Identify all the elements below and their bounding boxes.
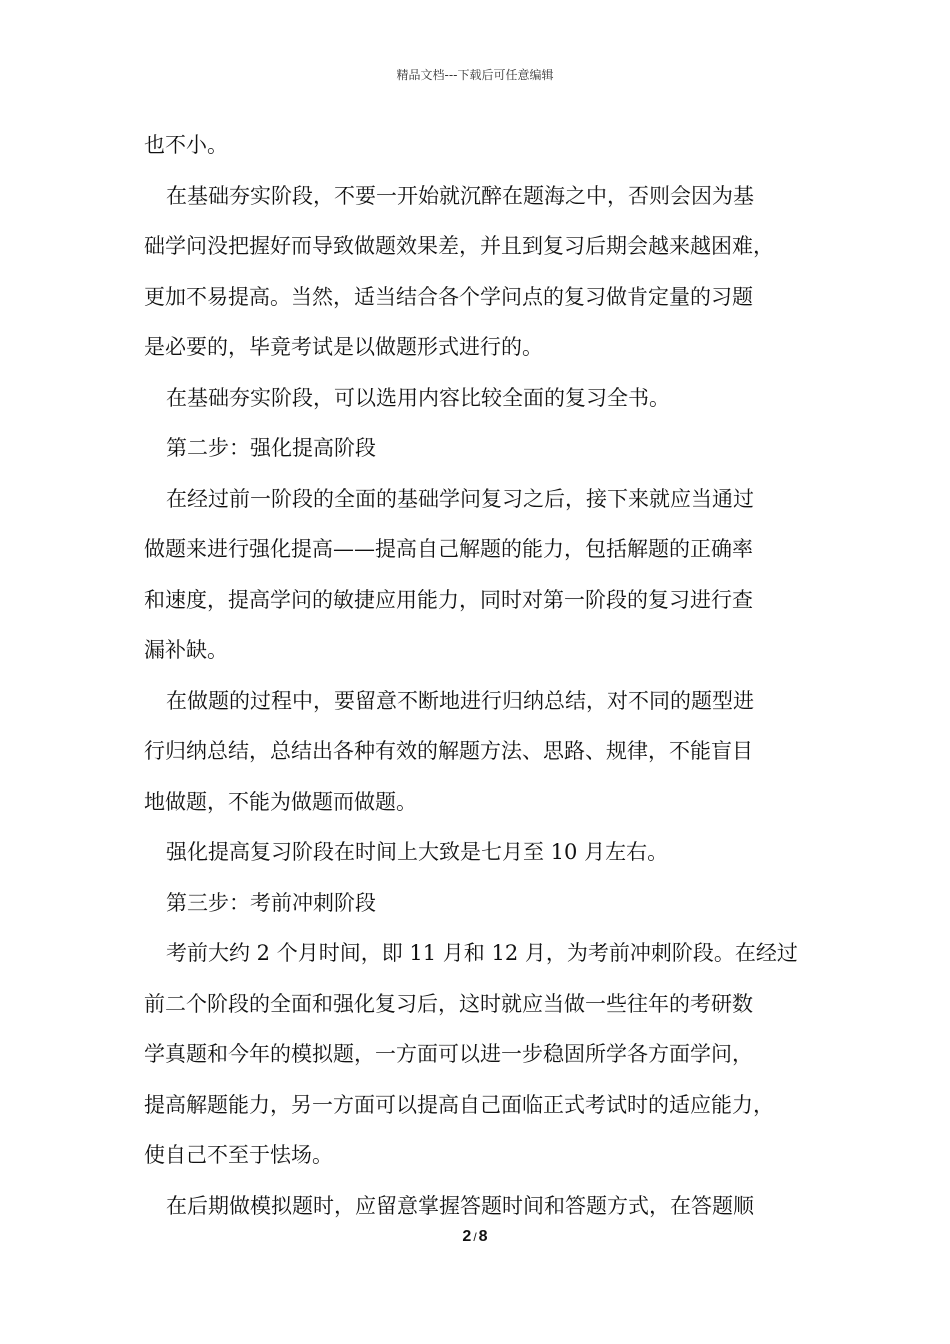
section-heading: 第二步：强化提高阶段: [166, 436, 376, 460]
paragraph-line: 使自己不至于怯场。: [144, 1143, 333, 1167]
paragraph-line: 地做题，不能为做题而做题。: [144, 789, 417, 814]
total-pages-number: 8: [478, 1228, 488, 1245]
paragraph-line: 做题来进行强化提高——提高自己解题的能力，包括解题的正确率: [144, 537, 753, 561]
paragraph-line: 在基础夯实阶段，不要一开始就沉醉在题海之中，否则会因为基: [166, 183, 754, 208]
paragraph-line: 行归纳总结，总结出各种有效的解题方法、思路、规律，不能盲目: [144, 739, 753, 763]
paragraph-line: 础学问没把握好而导致做题效果差，并且到复习后期会越来越困难，: [144, 234, 774, 258]
document-body: [144, 125, 824, 1236]
paragraph-line: 是必要的，毕竟考试是以做题形式进行的。: [144, 335, 543, 359]
paragraph-line: 更加不易提高。当然，适当结合各个学问点的复习做肯定量的习题: [144, 284, 753, 309]
paragraph-line: 提高解题能力，另一方面可以提高自己面临正式考试时的适应能力，: [144, 1092, 774, 1117]
paragraph-line: 也不小。: [144, 133, 228, 157]
paragraph-line: 漏补缺。: [144, 638, 228, 662]
paragraph-line: 在基础夯实阶段，可以选用内容比较全面的复习全书。: [166, 385, 670, 410]
paragraph-line: 在后期做模拟题时，应留意掌握答题时间和答题方式，在答题顺: [166, 1193, 754, 1218]
paragraph-line: 在做题的过程中，要留意不断地进行归纳总结，对不同的题型进: [166, 688, 754, 713]
current-page-number: 2: [462, 1228, 472, 1245]
paragraph-line: 在经过前一阶段的全面的基础学问复习之后，接下来就应当通过: [166, 486, 754, 511]
page-header: 精品文档---下载后可任意编辑: [396, 68, 554, 82]
page-separator: /: [473, 1230, 477, 1244]
paragraph-line: 学真题和今年的模拟题，一方面可以进一步稳固所学各方面学问，: [144, 1042, 753, 1066]
paragraph-line: 强化提高复习阶段在时间上大致是七月至 10 月左右。: [166, 840, 669, 864]
paragraph-line: 前二个阶段的全面和强化复习后，这时就应当做一些往年的考研数: [144, 991, 753, 1016]
section-heading: 第三步：考前冲刺阶段: [166, 890, 376, 915]
paragraph-line: 考前大约 2 个月时间，即 11 月和 12 月，为考前冲刺阶段。在经过: [166, 941, 798, 965]
paragraph-line: 和速度，提高学问的敏捷应用能力，同时对第一阶段的复习进行查: [144, 587, 753, 612]
page-number: [0, 1228, 950, 1246]
